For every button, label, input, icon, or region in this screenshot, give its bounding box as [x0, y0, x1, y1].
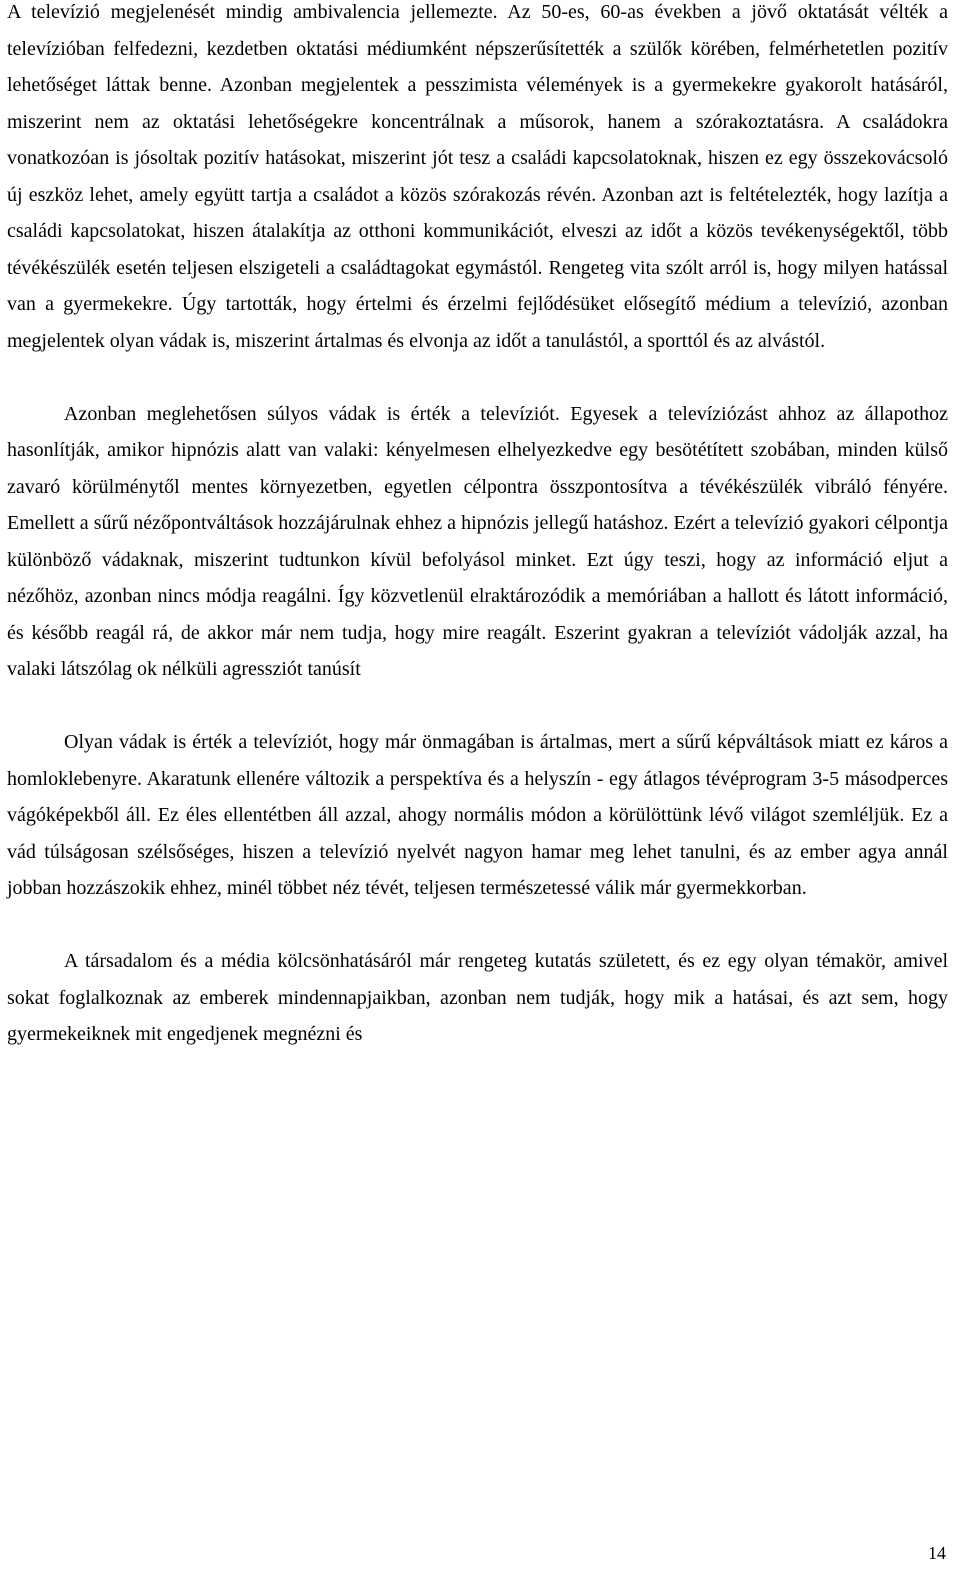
paragraph-4: A társadalom és a média kölcsönhatásáról már rengeteg kutatás született, és ez egy olyan témakör, amivel sokat foglalkoznak az emberek mindennapjaikban, azonban nem tudják, hogy mik a hatásai, és azt sem, hogy gyermekeiknek mit engedjenek megnézni és [7, 950, 948, 1045]
document-body [7, 0, 948, 1053]
page-number: 14 [928, 1543, 946, 1563]
paragraph-1: A televízió megjelenését mindig ambivalencia jellemezte. Az 50-es, 60-as években a jövő oktatását vélték a televízióban felfedezni, kezdetben oktatási médiumként népszerűsítették a szülők körében, felmérhetetlen pozitív lehetőséget láttak benne. Azonban megjelentek a pesszimista vélemények is a gyermekekre gyakorolt hatásáról, miszerint nem az oktatási lehetőségekre koncentrálnak a műsorok, hanem a szórakoztatásra. A családokra vonatkozóan is jósoltak pozitív hatásokat, miszerint jót tesz a családi kapcsolatoknak, hiszen ez egy összekovácsoló új eszköz lehet, amely együtt tartja a családot a közös szórakozás révén. Azonban azt is feltételezték, hogy lazítja a családi kapcsolatokat, hiszen átalakítja az otthoni kommunikációt, elveszi az időt a közös tevékenységektől, több tévékészülék esetén teljesen elszigeteli a családtagokat egymástól. Rengeteg vita szólt arról is, hogy milyen hatással van a gyermekekre. Úgy tartották, hogy értelmi és érzelmi fejlődésüket elősegítő médium a televízió, azonban megjelentek olyan vádak is, miszerint ártalmas és elvonja az időt a tanulástól, a sporttól és az alvástól. [7, 1, 948, 352]
paragraph-spacer [7, 907, 948, 944]
paragraph-spacer [7, 688, 948, 725]
paragraph-3: Olyan vádak is érték a televíziót, hogy már önmagában is ártalmas, mert a sűrű képváltások miatt ez káros a homloklebenyre. Akaratunk ellenére változik a perspektíva és a helyszín - egy átlagos tévéprogram 3-5 másodperces vágóképekből áll. Ez éles ellentétben áll azzal, ahogy normális módon a körülöttünk lévő világot szemléljük. Ez a vád túlságosan szélsőséges, hiszen a televízió nyelvét nagyon hamar meg lehet tanulni, és az ember agya annál jobban hozzászokik ehhez, minél többet néz tévét, teljesen természetessé válik már gyermekkorban. [7, 731, 948, 899]
paragraph-spacer [7, 359, 948, 396]
paragraph-2: Azonban meglehetősen súlyos vádak is érték a televíziót. Egyesek a televíziózást ahhoz az állapothoz hasonlítják, amikor hipnózis alatt van valaki: kényelmesen elhelyezkedve egy besötétített szobában, minden külső zavaró körülménytől mentes környezetben, egyetlen célpontra összpontosítva a tévékészülék vibráló fényére. Emellett a sűrű nézőpontváltások hozzájárulnak ehhez a hipnózis jellegű hatáshoz. Ezért a televízió gyakori célpontja különböző vádaknak, miszerint tudtunkon kívül befolyásol minket. Ezt úgy teszi, hogy az információ eljut a nézőhöz, azonban nincs módja reagálni. Így közvetlenül elraktározódik a memóriában a hallott és látott információ, és később reagál rá, de akkor már nem tudja, hogy mire reagált. Eszerint gyakran a televíziót vádolják azzal, ha valaki látszólag ok nélküli agressziót tanúsít [7, 402, 948, 680]
